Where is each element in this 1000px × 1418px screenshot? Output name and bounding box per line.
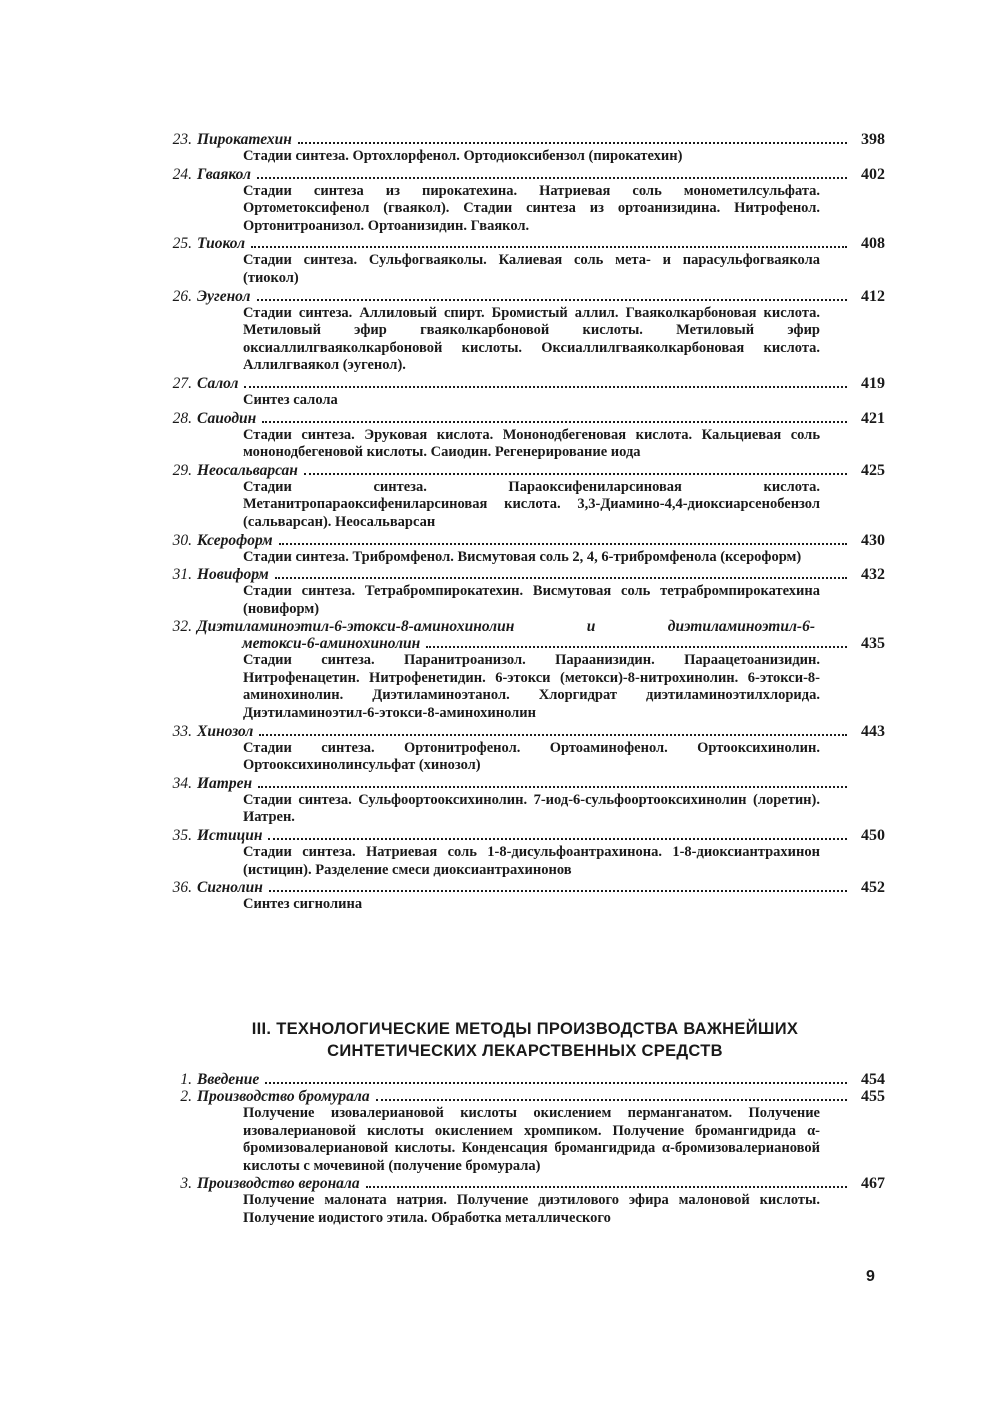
dot-leader [279, 543, 847, 545]
entry-page: 430 [861, 531, 885, 549]
entry-title: Эугенол [197, 287, 251, 305]
entry-number: 25. [172, 235, 192, 253]
entry-number: 32. [172, 618, 192, 636]
entry-number: 34. [172, 774, 192, 792]
toc-entry-36 [160, 879, 885, 914]
toc-entry-27 [160, 375, 885, 410]
entry-page: 452 [861, 879, 885, 897]
entry-page: 412 [861, 287, 885, 305]
entry-title: Саиодин [197, 409, 257, 427]
entry-description: Стадии синтеза. Ортонитрофенол. Ортоаминофенол. Ортооксихинолин. Ортооксихинолинсульфат (хинозол) [243, 739, 820, 774]
entry-number: 1. [180, 1071, 192, 1088]
entry-description: Стадии синтеза. Сульфоортооксихинолин. 7-иод-6-сульфоортооксихинолин (лоретин). Иатрен. [243, 791, 820, 826]
entry-page: 402 [861, 165, 885, 183]
entry-description: Стадии синтеза. Паранитроанизол. Параанизидин. Парaацетоанизидин. Нитрофенацетин. Нитрофенетидин. 6-этокси (метокси)-8-нитрохинолин. 6-этокси-8-аминохинолин. Диэтиламиноэтанол. Хлоргидрат диэтиламиноэтилхлорида. Диэтиламиноэтил-6-этокси-8-аминохинолин [243, 652, 820, 722]
toc-entry-28 [160, 410, 885, 462]
entry-page: 450 [861, 827, 885, 845]
dot-leader [426, 646, 847, 648]
toc-entry-s3-2 [160, 1088, 885, 1175]
entry-page: 425 [861, 461, 885, 479]
toc-entry-23 [160, 131, 885, 166]
toc-entry-26 [160, 288, 885, 375]
entry-number: 31. [172, 566, 192, 584]
entry-description: Стадии синтеза. Натриевая соль 1-8-дисульфоантрахинона. 1-8-диоксиантрахинон (истицин). Разделение смеси диоксиантрахинонов [243, 844, 820, 878]
entry-title: Новиформ [197, 566, 269, 584]
dot-leader [258, 786, 847, 788]
dot-leader [257, 299, 848, 301]
dot-leader [304, 473, 847, 475]
entry-number: 30. [172, 531, 192, 549]
entry-page: 435 [861, 635, 885, 653]
toc-entry-s3-3 [160, 1175, 885, 1227]
entry-number: 33. [172, 722, 192, 740]
entry-page: 454 [861, 1071, 885, 1088]
page-number: 9 [866, 1268, 875, 1285]
entry-description: Синтез салола [243, 391, 338, 408]
entry-title: Гваякол [197, 165, 251, 183]
entry-description: Стадии синтеза. Ортохлорфенол. Ортодиоксибензол (пирокатехин) [243, 148, 683, 164]
toc-entry-29 [160, 462, 885, 532]
entry-number: 24. [172, 165, 192, 183]
entry-description: Стадии синтеза. Аллиловый спирт. Бромистый аллил. Гваяколкарбоновая кислота. Метиловый эфир гваяколкарбоновой кислоты. Метиловый эфир оксиаллилгваяколкарбоновой кислоты. Оксиаллилгваяколкарбоновая кислота. Аллилгваякол (эугенол). [243, 304, 820, 374]
entry-title: Хинозол [197, 722, 254, 740]
dot-leader [257, 177, 847, 179]
dot-leader [251, 246, 847, 248]
toc-entry-35 [160, 827, 885, 879]
entry-title: Тиокол [197, 235, 246, 253]
dot-leader [366, 1186, 847, 1188]
entry-title: Производство веронала [197, 1175, 360, 1193]
dot-leader [275, 577, 847, 579]
entry-description: Стадии синтеза. Тетрабромпирокатехин. Висмутовая соль тетрабромпирокатехина (новиформ) [243, 583, 820, 617]
entry-page: 455 [861, 1088, 885, 1105]
entry-page: 432 [861, 566, 885, 584]
dot-leader [269, 890, 847, 892]
entry-page: 467 [861, 1175, 885, 1193]
toc-entry-34 [160, 775, 885, 827]
entry-number: 2. [180, 1088, 192, 1105]
toc-entry-24 [160, 166, 885, 236]
entry-title: Салол [197, 374, 239, 392]
toc-entry-33 [160, 723, 885, 775]
entry-title: Производство бромурала [197, 1088, 370, 1105]
entry-description: Получение изовалериановой кислоты окислением перманганатом. Получение изовалериановой кислоты окислением хромпиком. Получение бромангидрида α-бромизовалериановой кислоты. Конденсация бромангидрида α-бромизовалериановой кислоты с мочевиной (получение бромурала) [243, 1105, 820, 1174]
dot-leader [268, 838, 847, 840]
entry-title-line1: Диэтиламиноэтил-6-этокси-8-аминохинолин и диэтиламиноэтил-6- [197, 618, 815, 636]
entry-title: Введение [197, 1071, 260, 1088]
entry-title: Истицин [197, 827, 263, 845]
dot-leader [262, 421, 847, 423]
toc-entry-30 [160, 532, 885, 567]
entry-number: 29. [172, 461, 192, 479]
toc-entry-s3-1 [160, 1071, 885, 1088]
entry-page: 408 [861, 235, 885, 253]
toc-entry-31 [160, 566, 885, 618]
entry-number: 3. [180, 1175, 192, 1193]
toc-entry-32 [160, 618, 885, 722]
entry-title: Неосальварсан [197, 461, 298, 479]
entry-number: 35. [172, 827, 192, 845]
entry-title: Ксероформ [197, 531, 273, 549]
entry-number: 36. [172, 879, 192, 897]
section-heading: III. ТЕХНОЛОГИЧЕСКИЕ МЕТОДЫ ПРОИЗВОДСТВА ВАЖНЕЙШИХ СИНТЕТИЧЕСКИХ ЛЕКАРСТВЕННЫХ СРЕДСТВ [251, 1020, 799, 1060]
table-of-contents-section-3 [160, 1071, 885, 1228]
entry-number: 23. [172, 131, 192, 148]
entry-page: 398 [861, 131, 885, 148]
entry-description: Стадии синтеза. Параоксифениларсиновая кислота. Метанитропараоксифениларсиновая кислота. 3,3-Диамино-4,4-диоксиарсенобензол (сальварсан). Неосальварсан [243, 478, 820, 530]
entry-number: 27. [172, 374, 192, 392]
entry-page: 421 [861, 409, 885, 427]
entry-title: Пирокатехин [197, 131, 292, 148]
entry-title-line2: метокси-6-аминохинолин [242, 635, 421, 653]
table-of-contents [160, 131, 885, 914]
dot-leader [244, 386, 847, 388]
entry-number: 26. [172, 287, 192, 305]
entry-description: Стадии синтеза. Трибромфенол. Висмутовая соль 2, 4, 6-трибромфенола (ксероформ) [243, 548, 802, 565]
toc-entry-25 [160, 235, 885, 287]
entry-page: 443 [861, 722, 885, 740]
entry-title: Иатрен [197, 774, 253, 792]
entry-page: 419 [861, 374, 885, 392]
dot-leader [259, 734, 847, 736]
dot-leader [376, 1099, 847, 1101]
dot-leader [298, 142, 847, 144]
entry-description: Стадии синтеза. Эруковая кислота. Мононодбегеновая кислота. Кальциевая соль мононодбегеновой кислоты. Саиодин. Регенерирование иода [243, 426, 820, 461]
entry-description: Стадии синтеза. Сульфогваяколы. Калиевая соль мета- и парасульфогваякола (тиокол) [243, 252, 820, 286]
entry-number: 28. [172, 409, 192, 427]
entry-description: Синтез сигнолина [243, 896, 363, 913]
entry-description: Получение малоната натрия. Получение диэтилового эфира малоновой кислоты. Получение иодистого этила. Обработка металлического [243, 1192, 820, 1226]
entry-title: Сигнолин [197, 879, 263, 897]
dot-leader [265, 1082, 847, 1084]
entry-description: Стадии синтеза из пирокатехина. Натриевая соль монометилсульфата. Ортометоксифенол (гваякол). Стадии синтеза из ортоанизидина. Нитрофенол. Ортонитроанизол. Ортоанизидин. Гваякол. [243, 182, 820, 234]
